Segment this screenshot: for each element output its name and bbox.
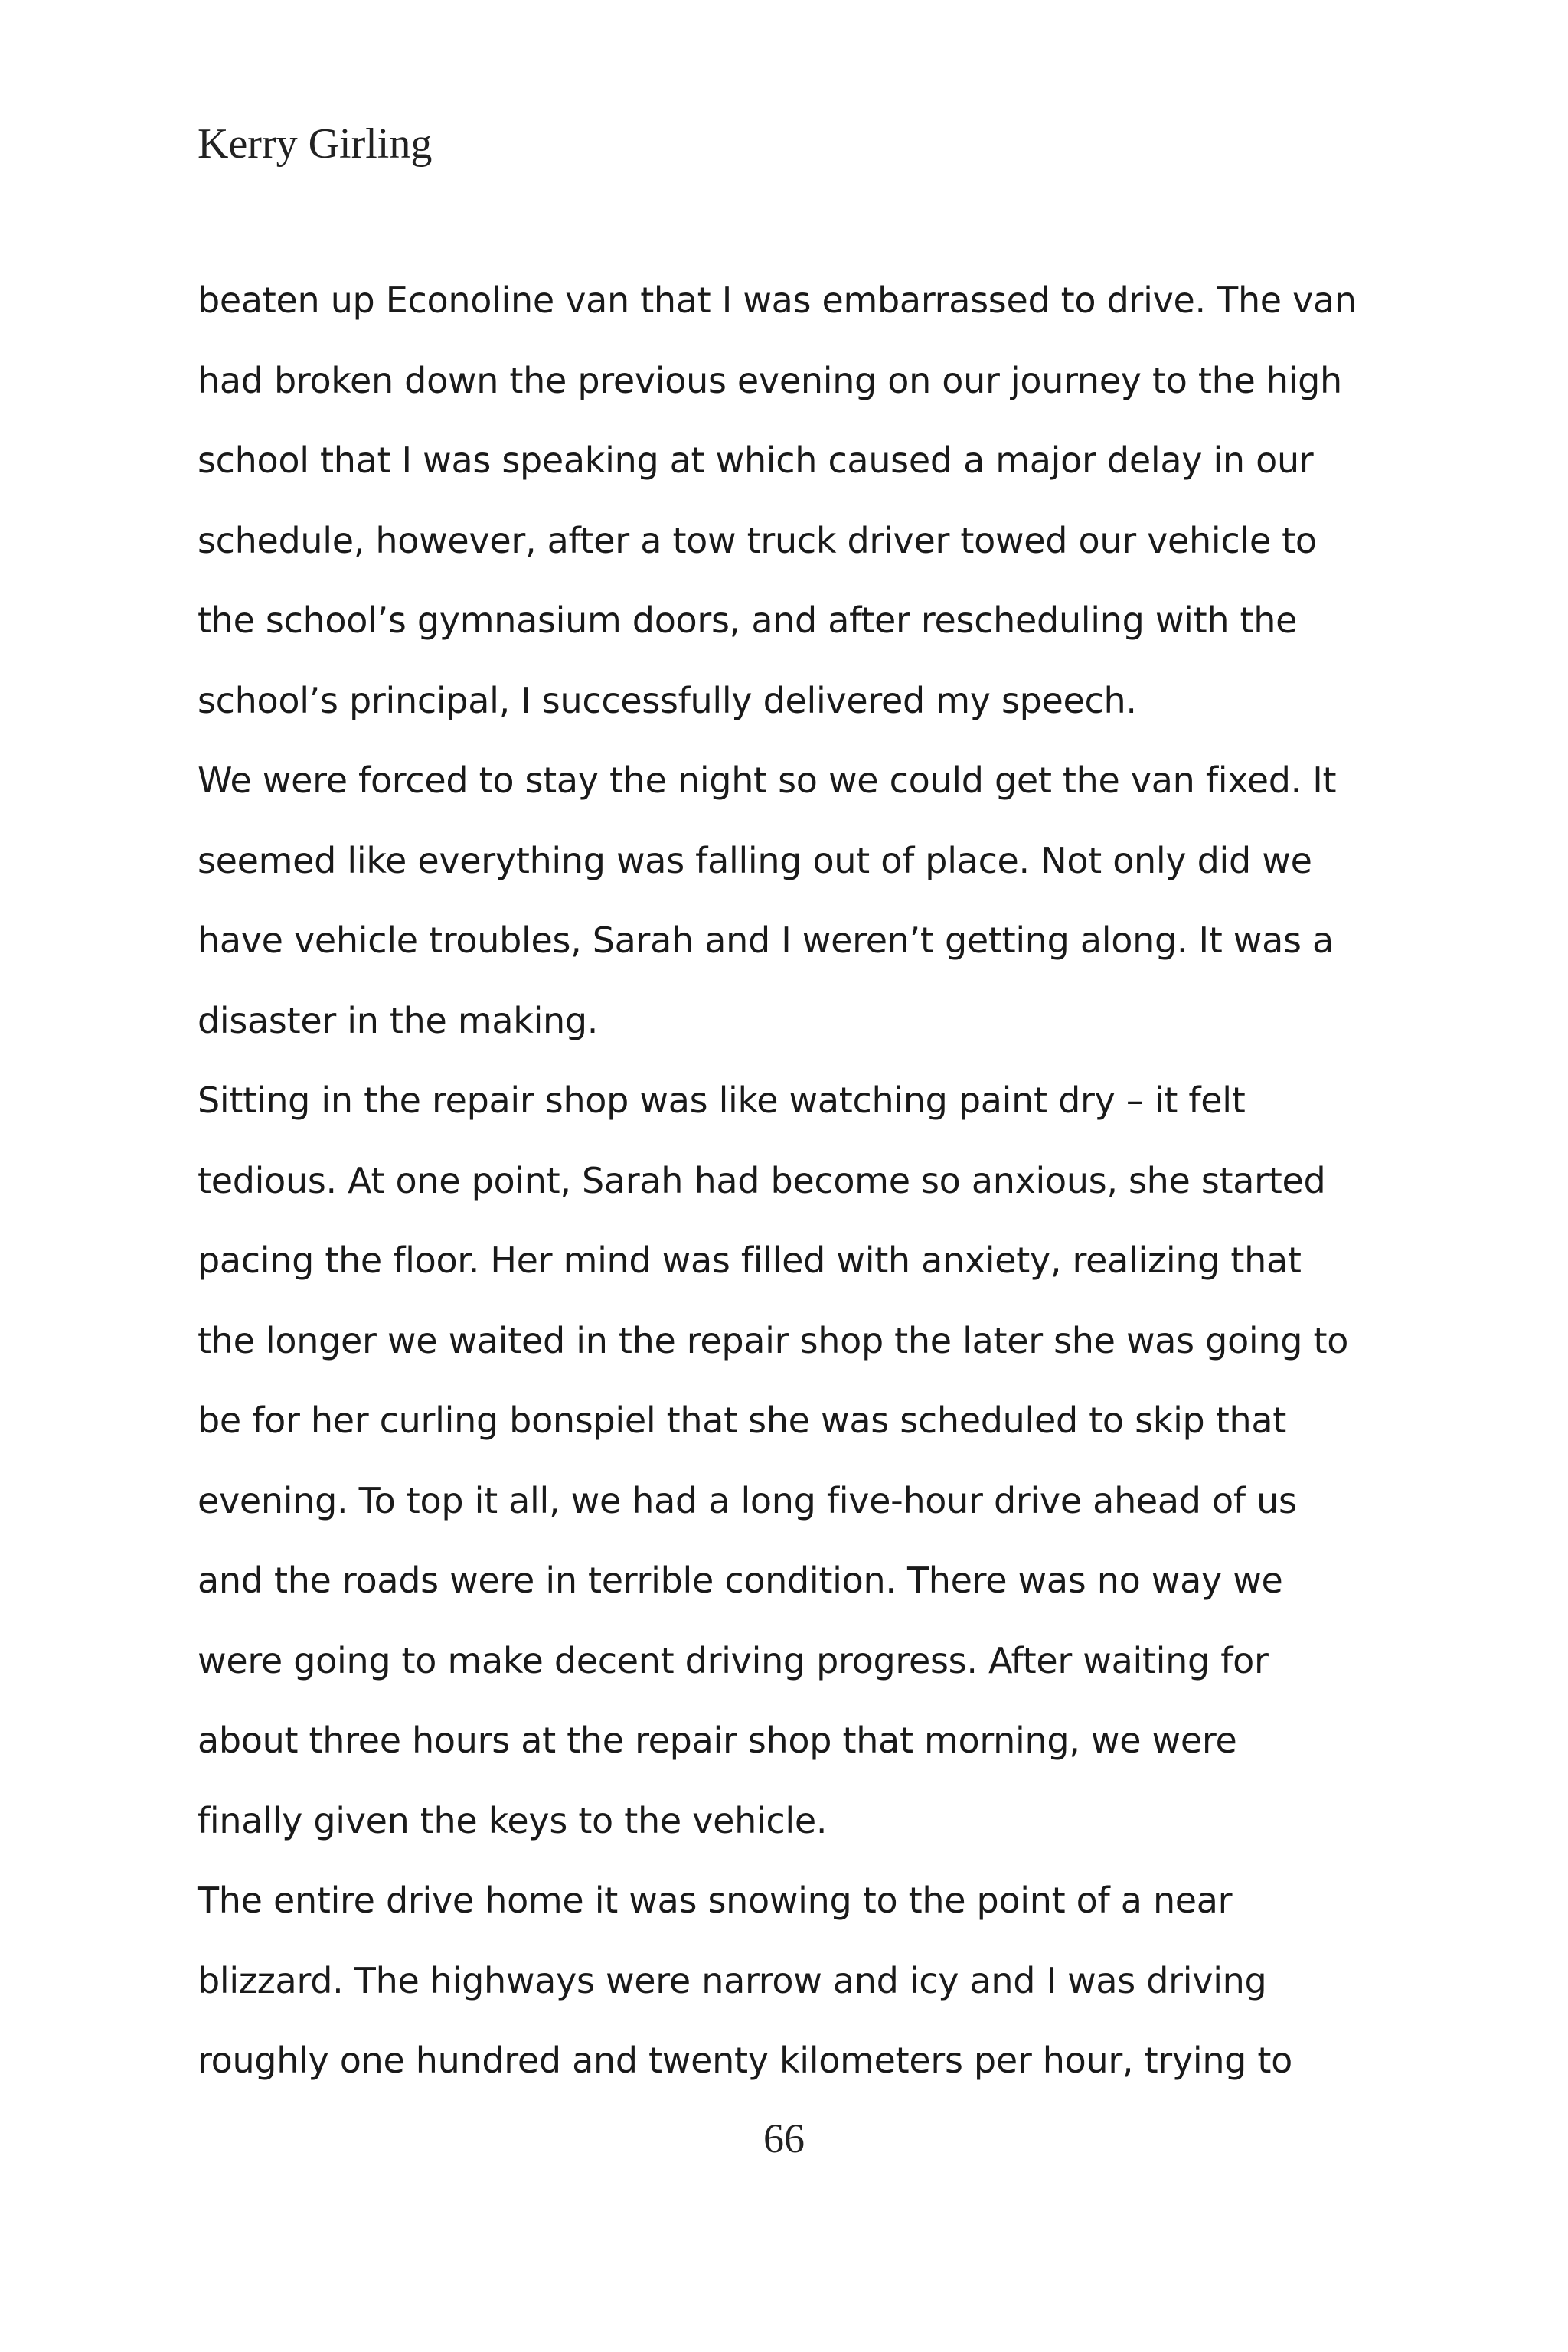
text-line: the school’s gymnasium doors, and after rescheduling with the [198,599,1298,641]
text-line: beaten up Econoline van that I was embarrassed to drive. The van [198,279,1357,321]
text-line: Sitting in the repair shop was like watching paint dry – it felt [198,1080,1246,1121]
text-line: blizzard. The highways were narrow and icy and I was driving [198,1959,1267,2001]
text-line: disaster in the making. [198,999,599,1041]
body-text [198,260,1392,2101]
text-line: evening. To top it all, we had a long five-hour drive ahead of us [198,1479,1297,1521]
text-line: school that I was speaking at which caused a major delay in our [198,439,1314,481]
text-line: have vehicle troubles, Sarah and I weren’t getting along. It was a [198,920,1334,961]
text-line: schedule, however, after a tow truck driver towed our vehicle to [198,519,1317,561]
text-line: roughly one hundred and twenty kilometers per hour, trying to [198,2040,1292,2081]
text-line: school’s principal, I successfully delivered my speech. [198,679,1137,721]
text-line: about three hours at the repair shop that morning, we were [198,1720,1237,1761]
text-line: tedious. At one point, Sarah had become so anxious, she started [198,1159,1326,1201]
text-line: the longer we waited in the repair shop the later she was going to [198,1319,1349,1361]
text-line: and the roads were in terrible condition. There was no way we [198,1560,1283,1601]
text-line: had broken down the previous evening on our journey to the high [198,359,1342,401]
text-line: We were forced to stay the night so we could get the van fixed. It [198,760,1337,801]
text-line: The entire drive home it was snowing to the point of a near [198,1880,1233,1921]
text-line: finally given the keys to the vehicle. [198,1799,828,1841]
page-number: 66 [763,2115,805,2161]
text-line: pacing the floor. Her mind was filled with anxiety, realizing that [198,1240,1302,1281]
text-line: be for her curling bonspiel that she was scheduled to skip that [198,1400,1286,1441]
text-line: seemed like everything was falling out of place. Not only did we [198,839,1312,881]
text-line: were going to make decent driving progress. After waiting for [198,1639,1269,1681]
running-header-author: Kerry Girling [198,120,433,168]
